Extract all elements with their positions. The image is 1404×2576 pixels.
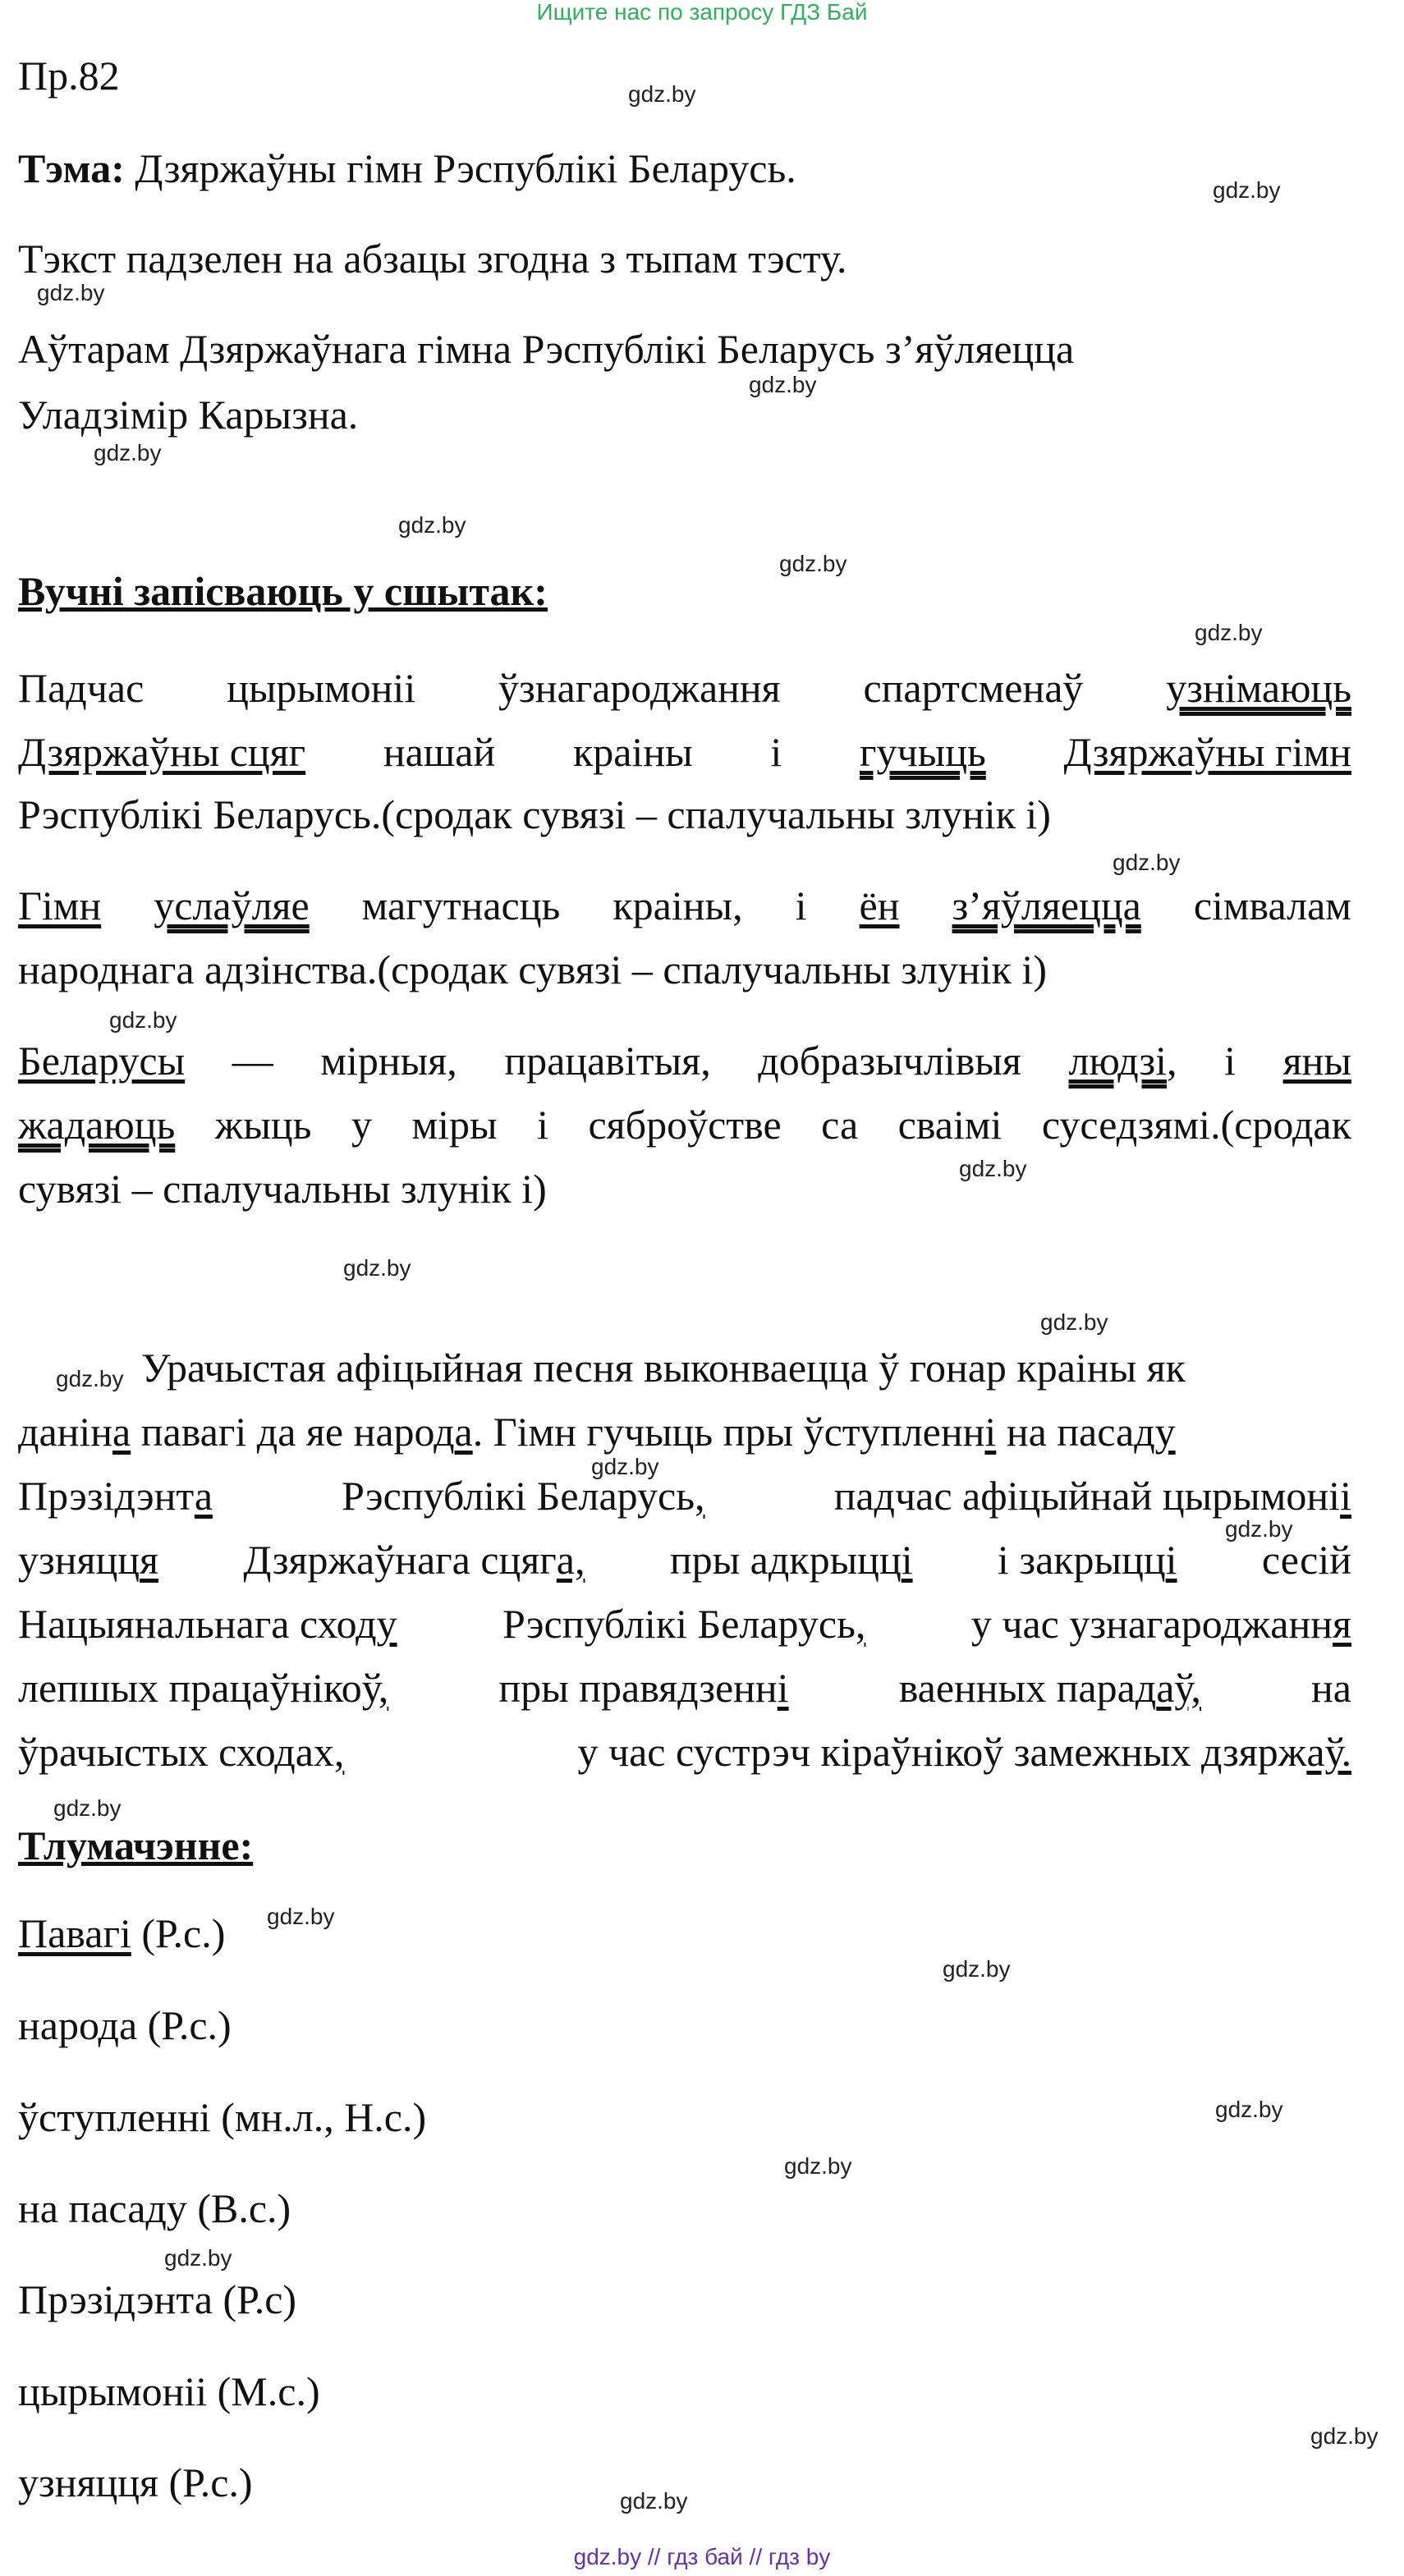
word: нашай xyxy=(383,729,496,775)
watermark: gdz.by xyxy=(749,372,817,397)
subject-word: Гімн xyxy=(18,882,102,928)
text-run: у час узнагароджанн xyxy=(970,1601,1333,1647)
subject-word: Дзяржаўны сцяг xyxy=(18,729,306,775)
predicate-word: узнімаюць xyxy=(1166,665,1351,711)
theme-line xyxy=(18,144,796,193)
text-run: падчас афіцыйнай цырымоні xyxy=(833,1473,1341,1519)
gloss-word: цырымоніі xyxy=(18,2368,208,2414)
watermark: gdz.by xyxy=(620,2488,688,2514)
gloss-item xyxy=(18,2184,291,2233)
ending-mark: у xyxy=(376,1601,397,1647)
gloss-note: (Р.с.) xyxy=(147,2002,232,2048)
ending-mark: у xyxy=(1154,1409,1176,1455)
predicate-word: гучыць xyxy=(859,729,986,775)
text-run: у час сустрэч кіраўнікоў замежных дзярж xyxy=(577,1729,1307,1775)
gloss-note: (Р.с.) xyxy=(131,1910,226,1956)
watermark: gdz.by xyxy=(53,1795,122,1821)
predicate-word: жадаюць xyxy=(18,1102,176,1148)
ending-mark: і xyxy=(901,1537,913,1583)
ending-mark: , xyxy=(333,1729,345,1775)
word: магутнасць xyxy=(361,882,561,928)
watermark: gdz.by xyxy=(1225,1516,1293,1542)
ending-mark: і xyxy=(777,1665,789,1711)
ending-mark: я xyxy=(1333,1601,1351,1647)
word: міры xyxy=(411,1102,498,1148)
ending-mark: а, xyxy=(556,1537,585,1583)
paragraph-line xyxy=(18,1599,1351,1648)
word: у xyxy=(351,1102,372,1148)
ending-mark: а xyxy=(194,1473,213,1519)
gloss-item xyxy=(18,2001,232,2050)
ending-mark: і xyxy=(1165,1537,1177,1583)
watermark: gdz.by xyxy=(784,2153,852,2179)
word: мірныя, xyxy=(320,1038,457,1084)
text-run: сесій xyxy=(1261,1537,1351,1583)
word: краіны, xyxy=(613,882,743,928)
subject-word: яны xyxy=(1282,1038,1351,1084)
word: ўзнагароджання xyxy=(498,665,781,711)
watermark: gdz.by xyxy=(779,551,847,576)
text-run: Прэзідэнт xyxy=(18,1473,195,1519)
text-run: данін xyxy=(18,1409,113,1455)
gloss-item xyxy=(18,2092,426,2142)
word: і xyxy=(537,1102,548,1148)
text-run: Рэспублікі Беларусь xyxy=(502,1601,856,1647)
paragraph-line xyxy=(18,1407,1176,1456)
gloss-word: народа xyxy=(18,2002,148,2048)
word: са xyxy=(821,1102,859,1148)
gloss-item xyxy=(18,2275,296,2324)
bottom-banner[interactable]: gdz.by // гдз бай // гдз by xyxy=(573,2544,831,2569)
ending-mark: а xyxy=(454,1409,473,1455)
text-run: Дзяржаўнага сцяг xyxy=(243,1537,557,1583)
ending-mark: і xyxy=(984,1409,997,1455)
gloss-item xyxy=(18,2367,320,2416)
text-run: лепшых працаўнікоў xyxy=(18,1665,379,1711)
paragraph-line: Урачыстая афіцыйная песня выконваецца ў гонар краіны як xyxy=(141,1345,1186,1391)
word: Падчас xyxy=(18,665,145,711)
word: працавітыя, xyxy=(504,1038,711,1084)
theme-text: Дзяржаўны гімн Рэспублікі Беларусь. xyxy=(135,145,796,191)
watermark: gdz.by xyxy=(1113,850,1181,875)
gloss-note: (мн.л., Н.с.) xyxy=(210,2094,427,2140)
paragraph-line: сувязі – спалучальны злунік і) xyxy=(18,1166,547,1212)
watermark: gdz.by xyxy=(267,1904,335,1929)
text-run: узняцц xyxy=(18,1537,140,1583)
paragraph-line xyxy=(18,1535,1351,1584)
top-banner[interactable]: Ищите нас по запросу ГДЗ Бай xyxy=(536,0,868,25)
gloss-note: (В.с.) xyxy=(186,2185,291,2231)
watermark: gdz.by xyxy=(343,1255,411,1281)
comma: , xyxy=(1166,1038,1177,1084)
intro-line: Тэкст падзелен на абзацы згодна з тыпам тэсту. xyxy=(18,236,847,282)
paragraph-line xyxy=(18,1100,1351,1149)
word: суседзямі.(сродак xyxy=(1041,1102,1351,1148)
gloss-word: узняцця xyxy=(18,2459,159,2505)
ending-mark: аў, xyxy=(1156,1665,1201,1711)
watermark: gdz.by xyxy=(109,1007,177,1033)
subject-word: Беларусы xyxy=(18,1038,186,1084)
text-run: ўрачыстых сходах xyxy=(18,1729,334,1775)
predicate-word: з’яўляецца xyxy=(952,882,1141,928)
watermark: gdz.by xyxy=(1195,620,1263,645)
text-run: і закрыцц xyxy=(997,1537,1166,1583)
ending-mark: я xyxy=(140,1537,159,1583)
paragraph-line xyxy=(18,1036,1351,1085)
gloss-note: (Р.с) xyxy=(223,2276,297,2322)
text-run: на xyxy=(1311,1665,1351,1711)
watermark: gdz.by xyxy=(628,81,696,107)
gloss-word: ўступленні xyxy=(18,2094,211,2140)
intro-line: Уладзімір Карызна. xyxy=(18,392,359,438)
gloss-word: Прэзідэнта xyxy=(18,2276,223,2322)
watermark: gdz.by xyxy=(1040,1309,1108,1335)
ending-mark: , xyxy=(695,1473,705,1519)
watermark: gdz.by xyxy=(94,440,162,465)
word: жыць xyxy=(214,1102,312,1148)
paragraph-line: Рэспублікі Беларусь.(сродак сувязі – спалучальны злунік і) xyxy=(18,791,1051,837)
theme-label: Тэма: xyxy=(18,145,125,191)
paragraph-line xyxy=(18,1471,1351,1520)
text-run: пры адкрыцц xyxy=(669,1537,902,1583)
ending-mark: аў. xyxy=(1306,1729,1351,1775)
word: краіны xyxy=(572,729,693,775)
text-run: Рэспублікі Беларусь xyxy=(342,1473,695,1519)
ending-mark: , xyxy=(378,1665,389,1711)
ending-mark: і xyxy=(1340,1473,1351,1519)
paragraph-line xyxy=(18,663,1351,713)
word: добразычлівыя xyxy=(758,1038,1021,1084)
word: сяброўстве xyxy=(588,1102,782,1148)
text-run: пры правядзенн xyxy=(498,1665,778,1711)
gloss-word: Павагі xyxy=(18,1910,131,1956)
gloss-item xyxy=(18,2458,253,2507)
word: і xyxy=(770,729,782,775)
intro-line: Аўтарам Дзяржаўнага гімна Рэспублікі Беларусь з’яўляецца xyxy=(18,326,1075,372)
watermark: gdz.by xyxy=(37,280,105,305)
watermark: gdz.by xyxy=(56,1366,124,1391)
ending-mark: , xyxy=(855,1601,866,1647)
watermark: gdz.by xyxy=(164,2245,232,2271)
paragraph-line: народнага адзінства.(сродак сувязі – спалучальны злунік і) xyxy=(18,947,1047,992)
watermark: gdz.by xyxy=(1310,2423,1379,2449)
paragraph-line xyxy=(18,1727,1351,1776)
text-run: да яе народ xyxy=(246,1409,455,1455)
word: сімвалам xyxy=(1193,882,1351,928)
paragraph-line xyxy=(18,881,1351,930)
text-run: павагі xyxy=(131,1409,247,1455)
word: і xyxy=(795,882,807,928)
watermark: gdz.by xyxy=(398,512,466,538)
watermark: gdz.by xyxy=(591,1454,659,1479)
watermark: gdz.by xyxy=(959,1156,1027,1181)
word: і xyxy=(1224,1038,1236,1084)
section-title-notebook: Вучні запісваюць у сшытак: xyxy=(18,568,548,614)
word: цырымоніі xyxy=(227,665,416,711)
word: — xyxy=(232,1038,273,1084)
word: спартсменаў xyxy=(863,665,1084,711)
subject-word: ён xyxy=(859,882,900,928)
word: сваімі xyxy=(897,1102,1003,1148)
gloss-note: (М.с.) xyxy=(207,2368,320,2414)
gloss-note: (Р.с.) xyxy=(158,2459,253,2505)
section-title-explanation: Тлумачэнне: xyxy=(18,1822,254,1868)
watermark: gdz.by xyxy=(1213,177,1281,203)
paragraph-line xyxy=(18,1663,1351,1712)
watermark: gdz.by xyxy=(943,1956,1011,1982)
gloss-word: на пасаду xyxy=(18,2185,187,2231)
watermark: gdz.by xyxy=(1215,2097,1283,2122)
predicate-word: людзі xyxy=(1068,1038,1167,1084)
text-run: на пасад xyxy=(996,1409,1155,1455)
paragraph-line xyxy=(18,727,1351,777)
gloss-item xyxy=(18,1909,225,1958)
predicate-word: услаўляе xyxy=(154,882,310,928)
exercise-number: Пр.82 xyxy=(18,53,120,99)
ending-mark: а xyxy=(112,1409,131,1455)
text-run: ваенных парад xyxy=(898,1665,1157,1711)
text-run: . Гімн гучыць пры ўступленн xyxy=(472,1409,985,1455)
text-run: Нацыянальнага сход xyxy=(18,1601,377,1647)
subject-word: Дзяржаўны гімн xyxy=(1063,729,1351,775)
